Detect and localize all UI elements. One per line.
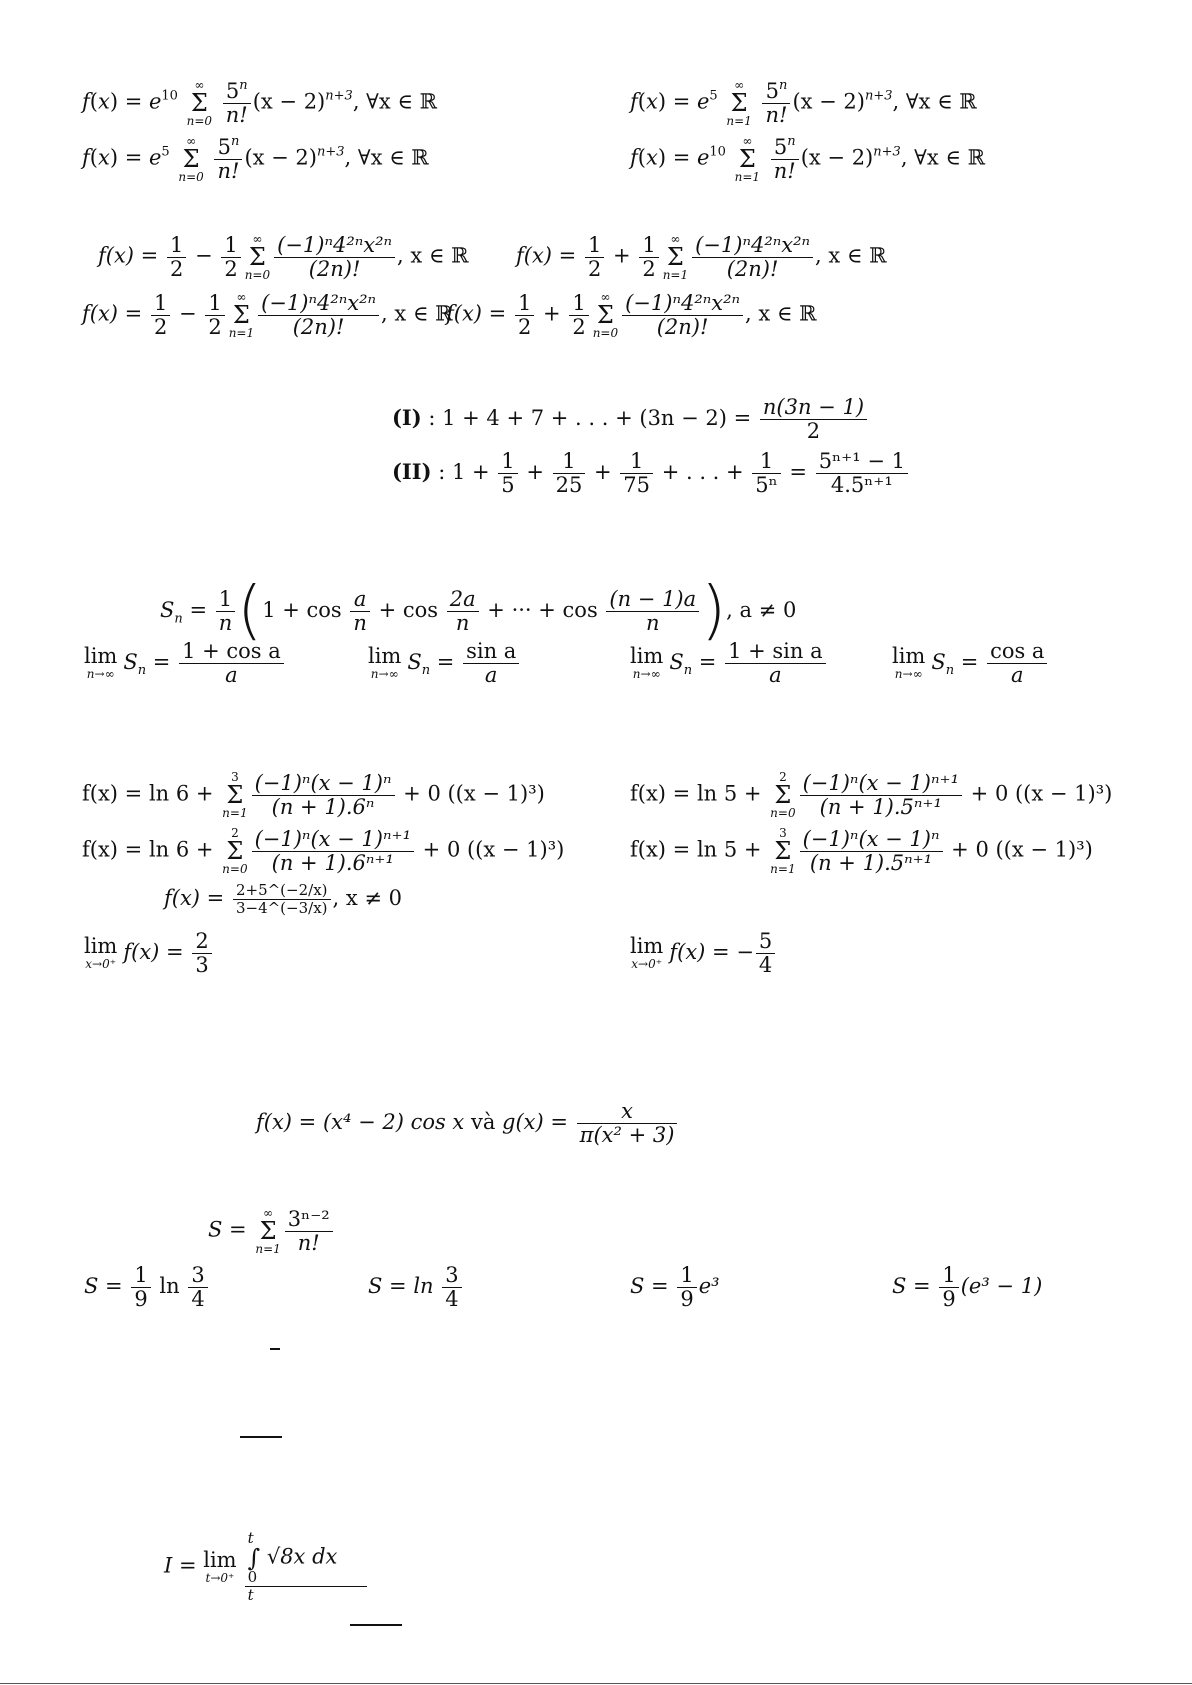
- q7-functions: f(x) = (x⁴ − 2) cos x và g(x) = $\frac{x}{\text{π(x² + 3)}}$: [256, 1100, 679, 1147]
- q1-option-d: $f(x) = e^{10}$ ∞ Σ n=1 $\frac{5^n}{n!}$ $(x - 2)^{n+3}$, ∀x ∈ ℝ: [630, 133, 986, 184]
- q6-definition: f(x) = $\frac{2+5\^{}(-2/x)}{3-4\^{}(-3/x)}$ , x ≠ 0: [164, 881, 403, 917]
- q4-definition: $S_n$ = $\frac{1}{n}$ (1 + cos $\frac{a}{n}$ + cos $\frac{2a}{n}$ + ··· + cos $\frac{(n - 1)a}{n}$ ), a ≠ 0: [160, 574, 797, 648]
- q4-option-c: lim n→∞ $S_n$ = $\frac{\text{1 + sin a}}{a}$: [630, 640, 828, 687]
- q1-option-c: $f(x) = e^5$ ∞ Σ n=0 $\frac{5^n}{n!}$ $(x - 2)^{n+3}$, ∀x ∈ ℝ: [82, 133, 429, 184]
- q8-definition: S = ∞ Σ n=1 $\frac{\text{3ⁿ⁻²}}{n!}$: [208, 1206, 335, 1256]
- page-bottom-border: [0, 1683, 1192, 1684]
- q4-option-d: lim n→∞ $S_n$ = $\frac{\text{cos a}}{a}$: [892, 640, 1049, 687]
- q1-option-a: $f(x) = e^{10}$ ∞ Σ n=0 $\frac{5^n}{n!}$ $(x - 2)^{n+3}$, ∀x ∈ ℝ: [82, 77, 438, 128]
- q3-statement-i: (I) : 1 + 4 + 7 + . . . + (3n − 2) = $\frac{n(3n - 1)}{2}$: [392, 396, 869, 443]
- short-rule: [270, 1348, 280, 1350]
- q5-option-d: f(x) = ln 5 + 3 Σ n=1 $\frac{\text{(−1)ⁿ(x − 1)ⁿ}}{\text{(n + 1).5ⁿ⁺¹}}$ + 0 ((x − 1)³): [630, 826, 1093, 876]
- q8-option-c: S = $\frac{1}{9}$ e³: [630, 1263, 720, 1311]
- q4-option-a: lim n→∞ $S_n$ = $\frac{\text{1 + cos a}}{a}$: [84, 640, 286, 687]
- bottom-rule: [350, 1624, 402, 1626]
- q2-option-b: f(x) = $\frac{1}{2}$ + $\frac{1}{2}$ ∞ Σ n=1 $\frac{\text{(−1)ⁿ4²ⁿx²ⁿ}}{(2n)!}$ , x ∈ ℝ: [516, 232, 887, 282]
- q4-option-b: lim n→∞ $S_n$ = $\frac{\text{sin a}}{a}$: [368, 640, 521, 687]
- q8-option-a: S = $\frac{1}{9}$ ln $\frac{3}{4}$: [84, 1264, 210, 1311]
- q9-integral-limit: I = lim t→0⁺ t ∫ 0 √8x dx t: [164, 1530, 369, 1604]
- q6-option-b: lim x→0⁺ f(x) = − $\frac{5}{4}$: [630, 930, 777, 977]
- q3-statement-ii: (II) : 1 + $\frac{1}{5}$ + $\frac{1}{25}$ + $\frac{1}{75}$ + . . . + $\frac{1}{\text{5ⁿ}}$ = $\frac{\text{5ⁿ⁺¹ − 1}}{\text{4.5ⁿ⁺¹}}$: [392, 450, 910, 497]
- q5-option-b: f(x) = ln 5 + 2 Σ n=0 $\frac{\text{(−1)ⁿ(x − 1)ⁿ⁺¹}}{\text{(n + 1).5ⁿ⁺¹}}$ + 0 ((x − 1)³): [630, 770, 1113, 820]
- q1-option-b: $f(x) = e^5$ ∞ Σ n=1 $\frac{5^n}{n!}$ $(x - 2)^{n+3}$, ∀x ∈ ℝ: [630, 77, 977, 128]
- fraction-rule: [240, 1436, 282, 1438]
- q2-option-d: f(x) = $\frac{1}{2}$ + $\frac{1}{2}$ ∞ Σ n=0 $\frac{\text{(−1)ⁿ4²ⁿx²ⁿ}}{(2n)!}$ , x ∈ ℝ: [446, 290, 817, 340]
- q5-option-c: f(x) = ln 6 + 2 Σ n=0 $\frac{\text{(−1)ⁿ(x − 1)ⁿ⁺¹}}{\text{(n + 1).6ⁿ⁺¹}}$ + 0 ((x − 1)³): [82, 826, 565, 876]
- q8-option-d: S = $\frac{1}{9}$ (e³ − 1): [892, 1263, 1043, 1311]
- q8-option-b: S = ln $\frac{3}{4}$: [368, 1264, 464, 1311]
- q2-option-c: f(x) = $\frac{1}{2}$ − $\frac{1}{2}$ ∞ Σ n=1 $\frac{\text{(−1)ⁿ4²ⁿx²ⁿ}}{(2n)!}$ , x ∈ ℝ: [82, 290, 453, 340]
- q2-option-a: f(x) = $\frac{1}{2}$ − $\frac{1}{2}$ ∞ Σ n=0 $\frac{\text{(−1)ⁿ4²ⁿx²ⁿ}}{(2n)!}$ , x ∈ ℝ: [98, 232, 469, 282]
- q5-option-a: f(x) = ln 6 + 3 Σ n=1 $\frac{\text{(−1)ⁿ(x − 1)ⁿ}}{\text{(n + 1).6ⁿ}}$ + 0 ((x − 1)³): [82, 770, 545, 820]
- q6-option-a: lim x→0⁺ f(x) = $\frac{2}{3}$: [84, 930, 214, 977]
